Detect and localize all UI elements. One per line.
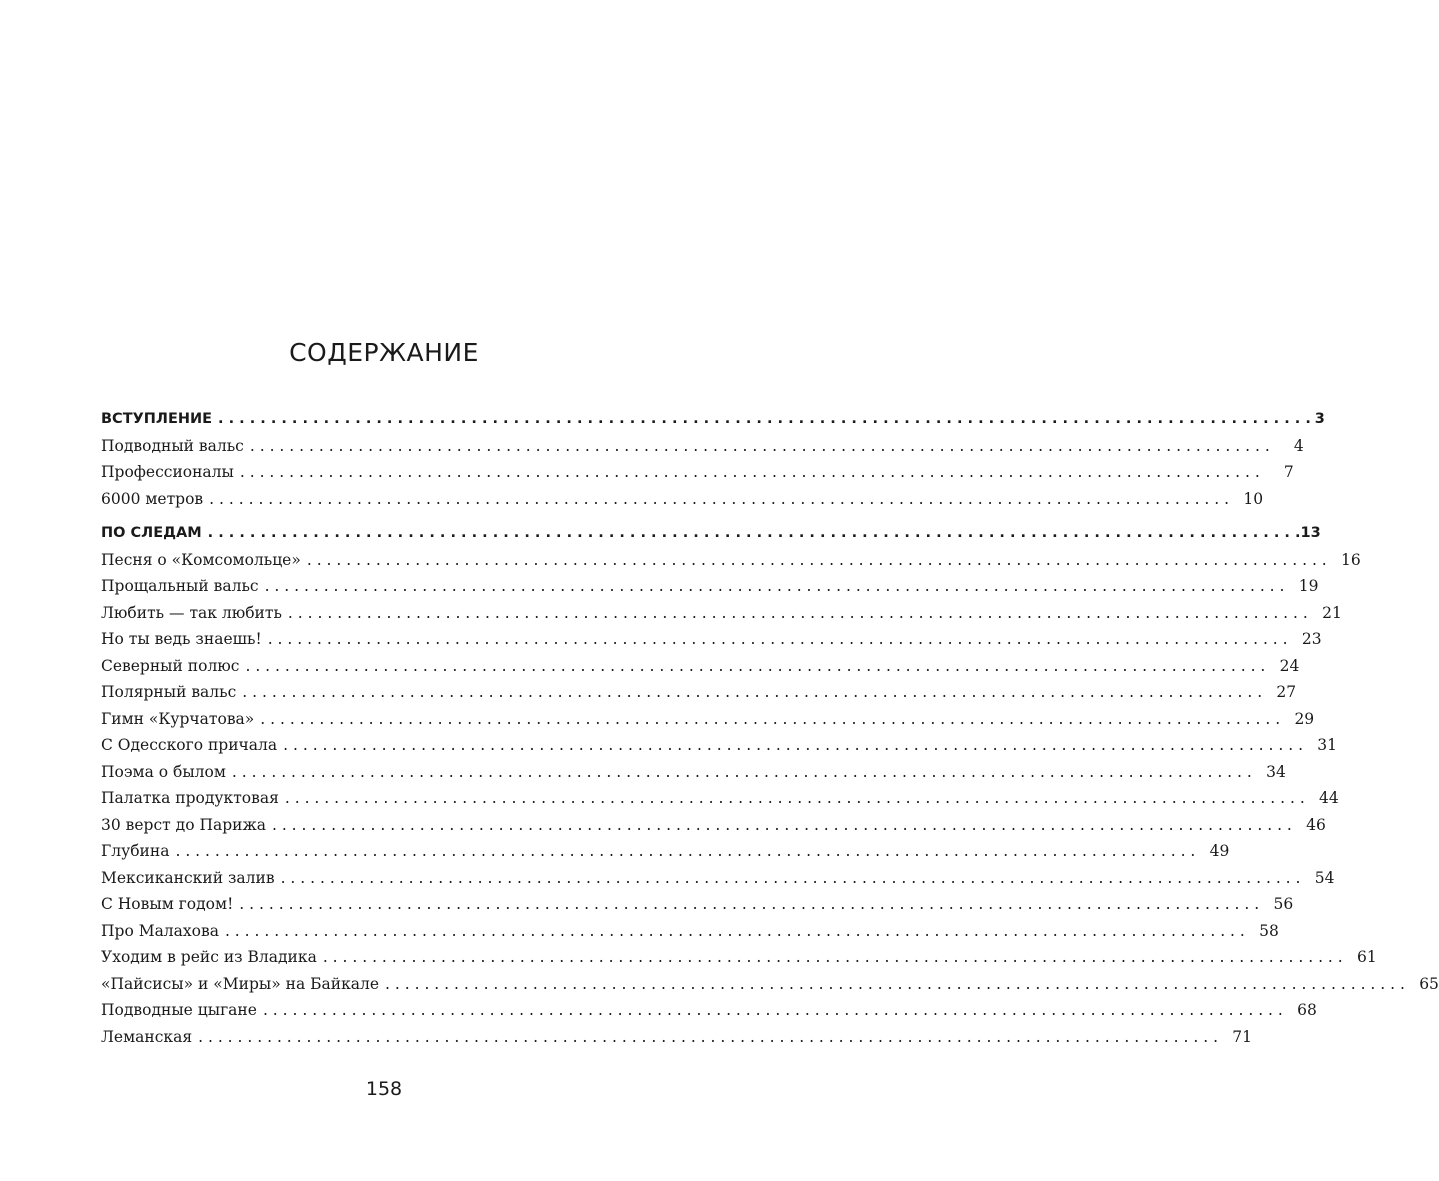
toc-entry-title: Но ты ведь знаешь! — [101, 630, 262, 648]
dot-leader — [281, 865, 1301, 892]
toc-heading-page: 13 — [1300, 525, 1321, 541]
toc-heading-title: ВСТУПЛЕНИЕ — [101, 411, 213, 427]
toc-entry-title: Прощальный вальс — [101, 577, 259, 595]
toc-entry — [101, 459, 1294, 486]
dot-leader — [307, 547, 1327, 574]
toc-entry-page: 61 — [1356, 948, 1377, 966]
toc-entry-title: Профессионалы — [101, 463, 234, 481]
toc-entry-page: 21 — [1322, 603, 1342, 622]
toc-entry-title: Палатка продуктовая — [101, 789, 279, 807]
toc-entry — [101, 865, 1335, 892]
dot-leader — [263, 997, 1283, 1024]
toc-entry-page: 65 — [1419, 974, 1439, 993]
dot-leader — [385, 971, 1405, 998]
toc-entry — [101, 944, 1377, 971]
toc-entry-page: 31 — [1317, 736, 1338, 754]
toc-section-footsteps — [101, 520, 1439, 1050]
toc-entry-page: 34 — [1266, 762, 1286, 781]
toc-entry — [101, 1024, 1253, 1051]
toc-entry — [101, 653, 1300, 680]
toc-entry-title: Поэма о былом — [101, 762, 226, 781]
dot-leader — [283, 732, 1303, 759]
toc-entry — [101, 679, 1297, 706]
toc-entry-title: Подводный вальс — [101, 436, 244, 455]
toc-entry-title: Уходим в рейс из Владика — [101, 948, 317, 966]
dot-leader — [285, 785, 1305, 812]
toc-entry-page: 58 — [1259, 921, 1279, 940]
toc-entry-page: 56 — [1273, 895, 1294, 913]
toc-entry-title: Леманская — [101, 1027, 193, 1046]
toc-entry-title: Песня о «Комсомольце» — [101, 550, 301, 569]
dot-leader — [232, 759, 1252, 786]
dot-leader — [272, 812, 1292, 839]
toc-heading — [101, 406, 1325, 433]
dot-leader — [323, 944, 1343, 971]
toc-entry — [101, 918, 1279, 945]
toc-entry — [101, 812, 1326, 839]
dot-leader — [288, 600, 1308, 627]
toc-entry-page: 19 — [1298, 577, 1319, 595]
dot-leader — [265, 573, 1285, 600]
toc-entry — [101, 891, 1294, 918]
toc-heading-title: ПО СЛЕДАМ — [101, 525, 202, 541]
toc-entry — [101, 486, 1264, 513]
toc-entry-title: Гимн «Курчатова» — [101, 709, 255, 728]
toc-heading — [101, 520, 1321, 547]
toc-heading-page: 3 — [1314, 411, 1325, 427]
toc-entry-title: С Одесского причала — [101, 736, 278, 754]
toc-entry-page: 49 — [1209, 842, 1230, 860]
toc-entry-page: 7 — [1283, 463, 1294, 481]
dot-leader — [240, 459, 1260, 486]
toc-entry-title: Мексиканский залив — [101, 868, 275, 887]
toc-entry — [101, 547, 1361, 574]
toc-entry — [101, 600, 1342, 627]
toc-entry-title: Подводные цыгане — [101, 1001, 257, 1019]
dot-leader — [245, 653, 1265, 680]
dot-leader — [242, 679, 1262, 706]
toc-entry — [101, 997, 1317, 1024]
toc-entry-page: 16 — [1341, 550, 1361, 569]
toc-entry-page: 27 — [1276, 683, 1297, 701]
toc-entry-title: 30 верст до Парижа — [101, 815, 266, 834]
toc-entry-title: Про Малахова — [101, 921, 219, 940]
toc-entry-page: 4 — [1293, 436, 1304, 455]
dot-leader — [268, 626, 1288, 653]
toc-entry — [101, 838, 1230, 865]
toc-entry-page: 46 — [1306, 815, 1326, 834]
dot-leader — [218, 406, 1311, 433]
dot-leader — [239, 891, 1259, 918]
page-title: СОДЕРЖАНИЕ — [289, 338, 479, 367]
dot-leader — [260, 706, 1280, 733]
dot-leader — [225, 918, 1245, 945]
toc-entry — [101, 759, 1286, 786]
toc-entry — [101, 732, 1338, 759]
toc-entry-title: Любить — так любить — [101, 603, 282, 622]
dot-leader — [209, 486, 1229, 513]
page-number: 158 — [365, 1078, 403, 1100]
toc-entry-page: 54 — [1314, 868, 1335, 887]
toc-entry — [101, 433, 1304, 460]
dot-leader — [250, 433, 1270, 460]
toc-entry-title: 6000 метров — [101, 489, 204, 508]
toc-entry — [101, 971, 1439, 998]
toc-entry-page: 44 — [1319, 789, 1339, 807]
toc-entry-page: 68 — [1297, 1001, 1317, 1019]
toc-entry-title: Глубина — [101, 842, 170, 860]
toc-entry-title: «Пайсисы» и «Миры» на Байкале — [101, 974, 380, 993]
toc-entry-page: 10 — [1243, 489, 1264, 508]
toc-entry-title: Северный полюс — [101, 656, 240, 675]
toc-entry — [101, 785, 1339, 812]
dot-leader — [175, 838, 1195, 865]
toc-entry-page: 23 — [1301, 630, 1322, 648]
toc-section-introduction — [101, 406, 1325, 512]
dot-leader — [208, 520, 1301, 547]
toc-entry-page: 24 — [1279, 656, 1300, 675]
toc-entry-page: 29 — [1294, 709, 1315, 728]
toc-entry-title: С Новым годом! — [101, 895, 234, 913]
table-of-contents — [101, 406, 1439, 1050]
toc-entry-page: 71 — [1232, 1027, 1253, 1046]
toc-entry — [101, 706, 1315, 733]
toc-entry — [101, 573, 1319, 600]
dot-leader — [198, 1024, 1218, 1051]
toc-entry-title: Полярный вальс — [101, 683, 237, 701]
toc-entry — [101, 626, 1322, 653]
